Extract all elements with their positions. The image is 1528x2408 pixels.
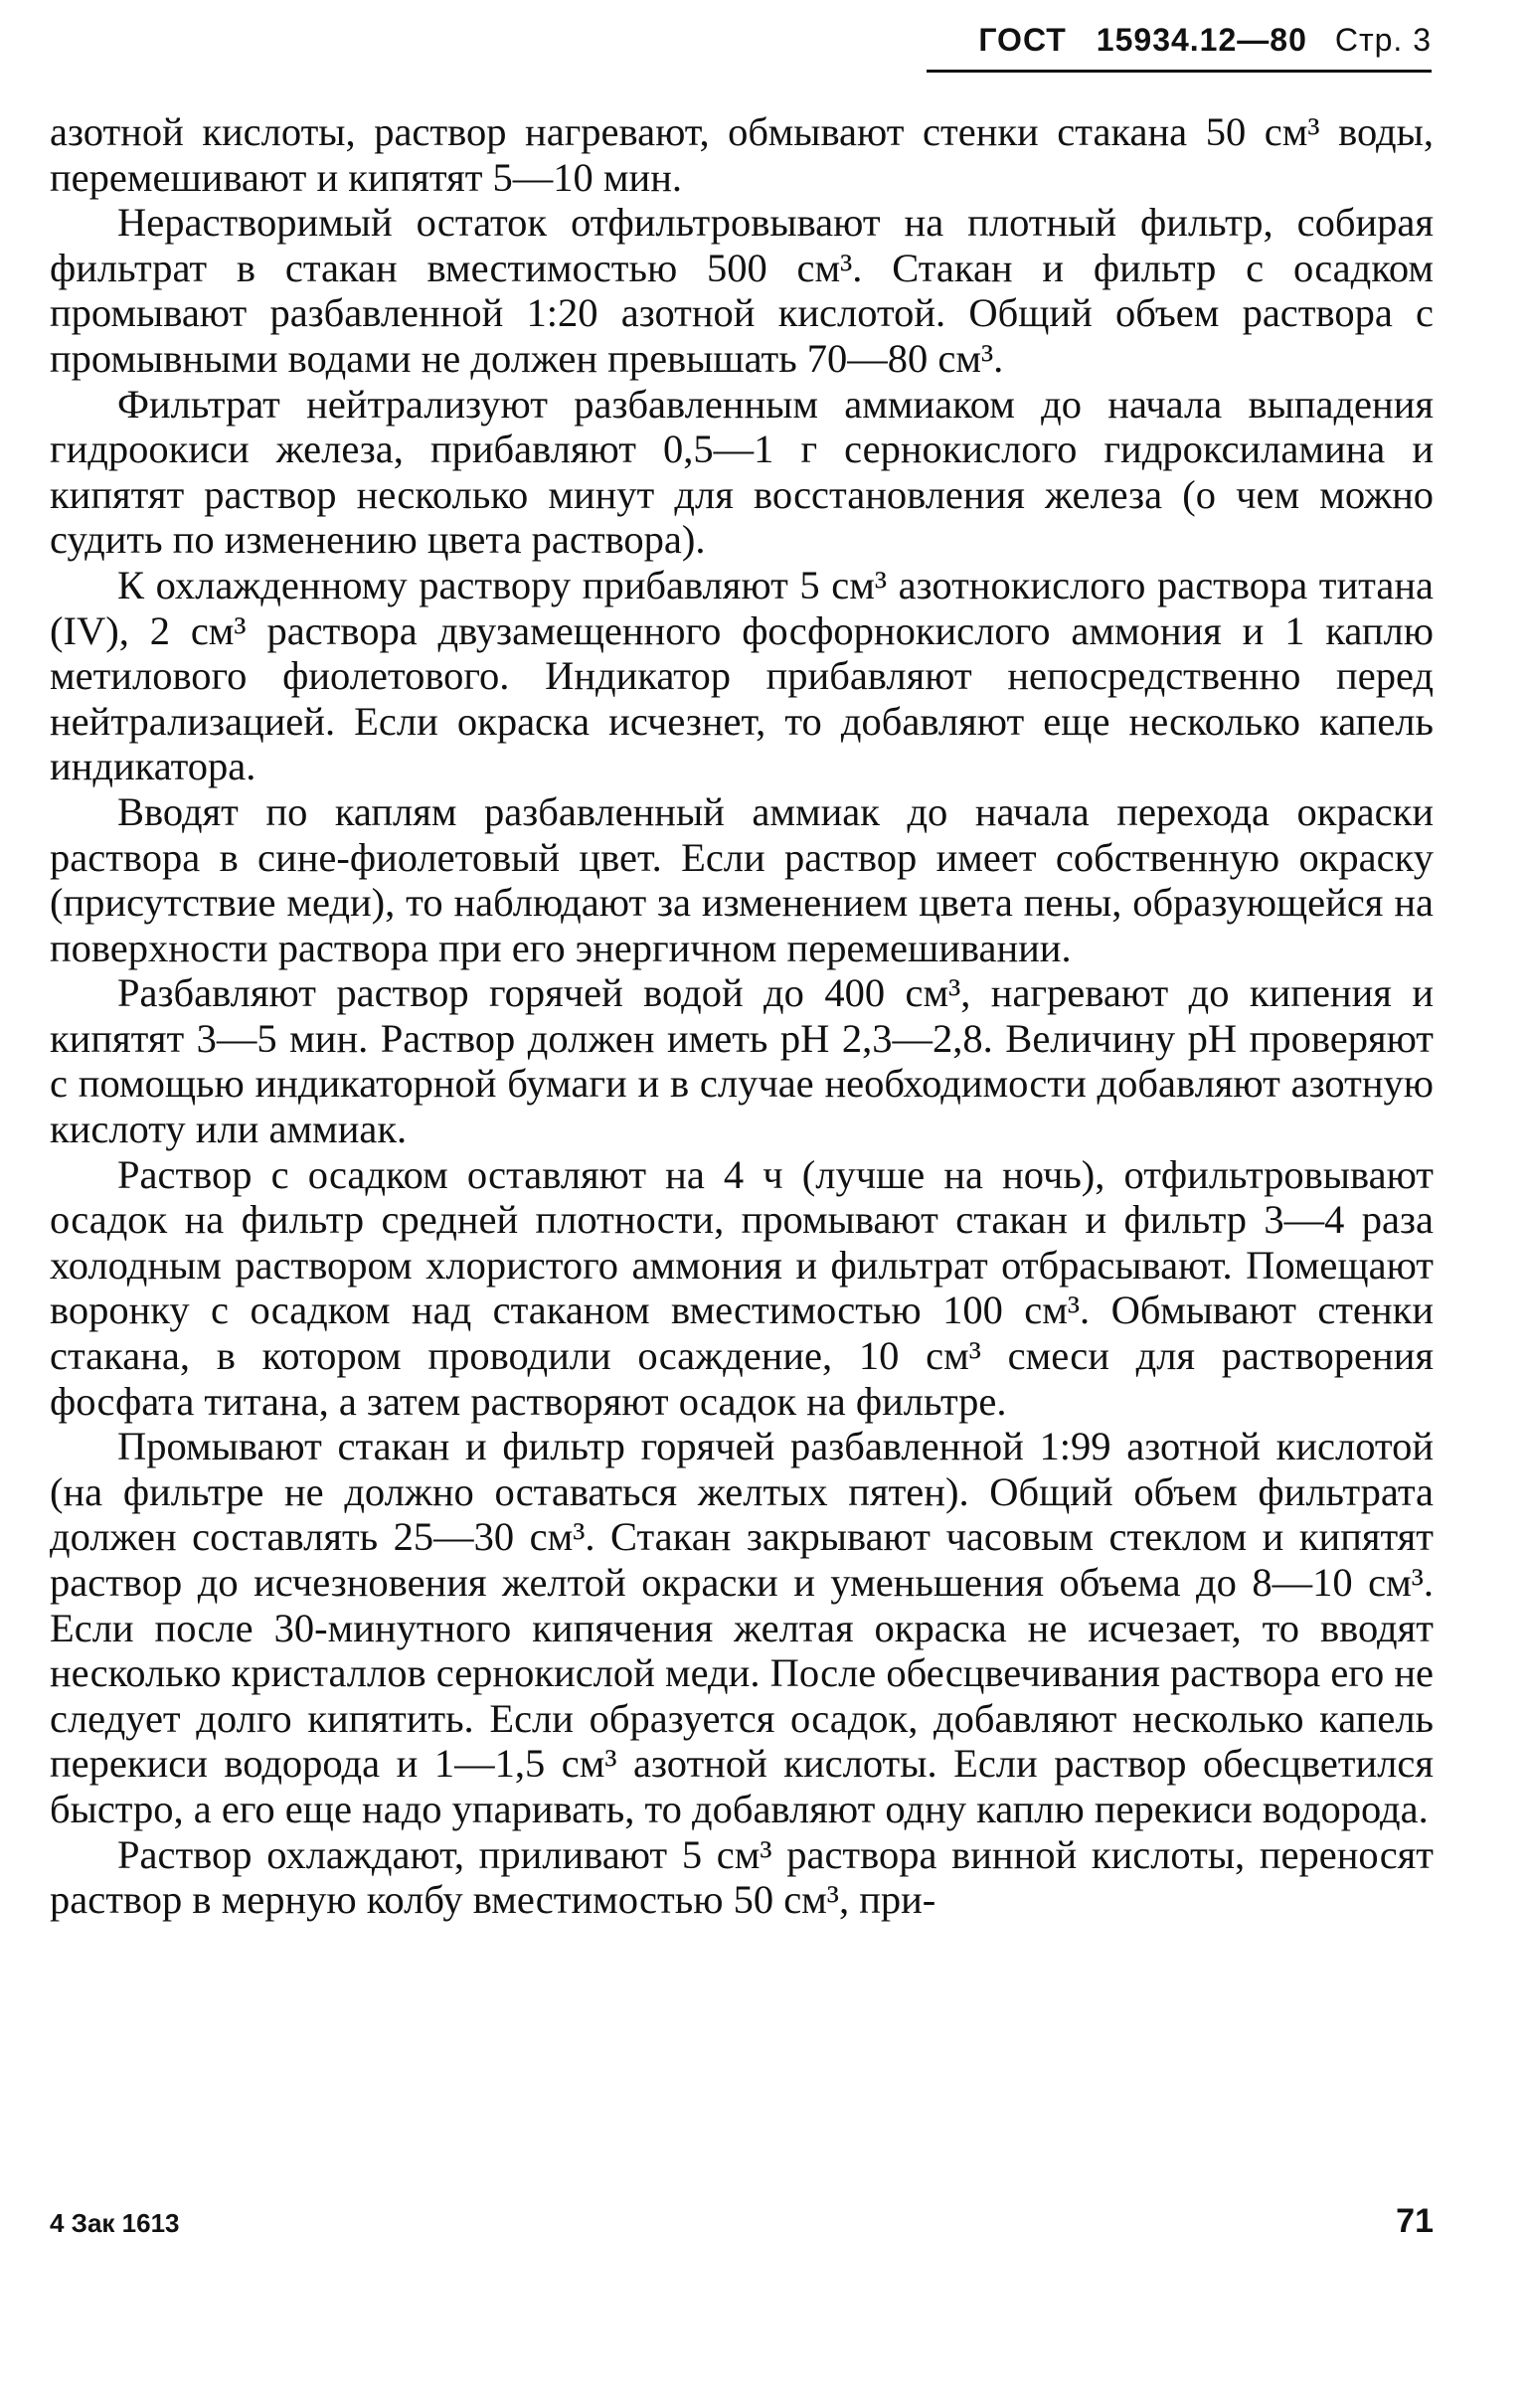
paragraph-neutralization: Фильтрат нейтрализуют разбавленным аммиаком до начала выпадения гидроокиси железа, прибавляют 0,5—1 г сернокислого гидроксиламина и кипятят раствор несколько минут для восстановления железа (о чем можно судить по изменению цвета раствора). xyxy=(50,381,1434,563)
page-number: 71 xyxy=(1396,2202,1434,2240)
page-footer xyxy=(50,2202,1434,2252)
order-mark: 4 Зак 1613 xyxy=(50,2208,180,2238)
standard-number: 15934.12—80 xyxy=(1096,22,1307,58)
paragraph-continuation: азотной кислоты, раствор нагревают, обмывают стенки стакана 50 см³ воды, перемешивают и кипятят 5—10 мин. xyxy=(50,109,1434,200)
paragraph-precipitate: Раствор с осадком оставляют на 4 ч (лучше на ночь), отфильтровывают осадок на фильтр средней плотности, промывают стакан и фильтр 3—4 раза холодным раствором хлористого аммония и фильтрат отбрасывают. Помещают воронку с осадком над стаканом вместимостью 100 см³. Обмывают стенки стакана, в котором проводили осаждение, 10 см³ смеси для растворения фосфата титана, а затем растворяют осадок на фильтре. xyxy=(50,1151,1434,1424)
paragraph-dilution: Разбавляют раствор горячей водой до 400 см³, нагревают до кипения и кипятят 3—5 мин. Раствор должен иметь pH 2,3—2,8. Величину pH проверяют с помощью индикаторной бумаги и в случае необходимости добавляют азотную кислоту или аммиак. xyxy=(50,970,1434,1152)
page-header xyxy=(934,22,1432,59)
header-rule xyxy=(927,70,1432,73)
paragraph-titanium-addition: К охлажденному раствору прибавляют 5 см³ азотнокислого раствора титана (IV), 2 см³ раствора двузамещенного фосфорнокислого аммония и 1 каплю метилового фиолетового. Индикатор прибавляют непосредственно перед нейтрализацией. Если окраска исчезнет, то добавляют еще несколько капель индикатора. xyxy=(50,562,1434,789)
page-label: Стр. 3 xyxy=(1334,22,1432,58)
paragraph-washing: Промывают стакан и фильтр горячей разбавленной 1:99 азотной кислотой (на фильтре не должно оставаться желтых пятен). Общий объем фильтрата должен составлять 25—30 см³. Стакан закрывают часовым стеклом и кипятят раствор до исчезновения желтой окраски и уменьшения объема до 8—10 см³. Если после 30-минутного кипячения желтая окраска не исчезает, то вводят несколько кристаллов сернокислой меди. После обесцвечивания раствора его не следует долго кипятить. Если образуется осадок, добавляют несколько капель перекиси водорода и 1—1,5 см³ азотной кислоты. Если раствор обесцветился быстро, а его еще надо упаривать, то добавляют одну каплю перекиси водорода. xyxy=(50,1424,1434,1831)
paragraph-ammonia-dropwise: Вводят по каплям разбавленный аммиак до начала перехода окраски раствора в сине-фиолетовый цвет. Если раствор имеет собственную окраску (присутствие меди), то наблюдают за изменением цвета пены, образующейся на поверхности раствора при его энергичном перемешивании. xyxy=(50,788,1434,970)
standard-label: ГОСТ xyxy=(978,22,1067,58)
paragraph-filtration: Нерастворимый остаток отфильтровывают на плотный фильтр, собирая фильтрат в стакан вместимостью 500 см³. Стакан и фильтр с осадком промывают разбавленной 1:20 азотной кислотой. Общий объем раствора с промывными водами не должен превышать 70—80 см³. xyxy=(50,200,1434,381)
body-text xyxy=(50,109,1434,1923)
paragraph-cooling: Раствор охлаждают, приливают 5 см³ раствора винной кислоты, переносят раствор в мерную колбу вместимостью 50 см³, при- xyxy=(50,1831,1434,1923)
